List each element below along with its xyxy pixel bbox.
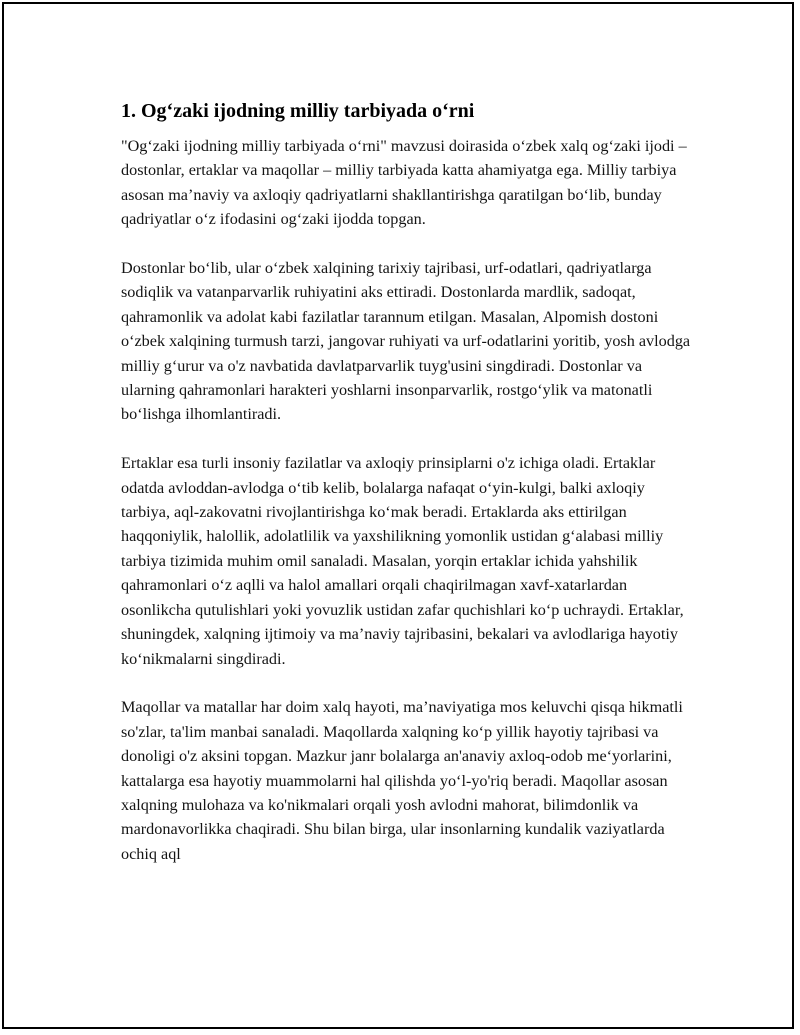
paragraph-ertaklar: Ertaklar esa turli insoniy fazilatlar va axloqiy prinsiplarni o'z ichiga oladi. Ertaklar odatda avloddan-avlodga o‘tib kelib, bolalarga nafaqat o‘yin-kulgi, balki axloqiy tarbiya, aql-zakovatni rivojlantirishga ko‘mak beradi. Ertaklarda aks ettirilgan haqqoniylik, halollik, adolatlilik va yaxshilikning yomonlik ustidan g‘alabasi milliy tarbiya tizimida muhim omil sanaladi. Masalan, yorqin ertaklar ichida yahshilik qahramonlari o‘z aqlli va halol amallari orqali chaqirilmagan xavf-xatarlardan osonlikcha qutulishlari yoki yovuzlik ustidan zafar quchishlari ko‘p uchraydi. Ertaklar, shuningdek, xalqning ijtimoiy va ma’naviy tajribasini, bekalari va avlodlariga hayotiy ko‘nikmalarni singdiradi. [121, 454, 684, 668]
paragraph-maqollar: Maqollar va matallar har doim xalq hayoti, ma’naviyatiga mos keluvchi qisqa hikmatli so'zlar, ta'lim manbai sanaladi. Maqollarda xalqning ko‘p yillik hayotiy tajribasi va donoligi o'z aksini topgan. Mazkur janr bolalarga an'anaviy axloq-odob me‘yorlarini, kattalarga esa hayotiy muammolarni hal qilishda yo‘l-yo'riq beradi. Maqollar asosan xalqning mulohaza va ko'nikmalari orqali yosh avlodni mahorat, bilimdonlik va mardonavorlikka chaqiradi. Shu bilan birga, ular insonlarning kundalik vaziyatlarda ochiq aql [121, 698, 683, 863]
page-frame [2, 2, 794, 1029]
paragraph-intro: "Og‘zaki ijodning milliy tarbiyada o‘rni" mavzusi doirasida o‘zbek xalq og‘zaki ijodi – dostonlar, ertaklar va maqollar – milliy tarbiyada katta ahamiyatga ega. Milliy tarbiya asosan ma’naviy va axloqiy qadriyatlarni shakllantirishga qaratilgan bo‘lib, bunday qadriyatlar o‘z ifodasini og‘zaki ijodda topgan. [121, 137, 687, 229]
paragraph-dostonlar: Dostonlar bo‘lib, ular o‘zbek xalqining tarixiy tajribasi, urf-odatlari, qadriyatlarga sodiqlik va vatanparvarlik ruhiyatini aks ettiradi. Dostonlarda mardlik, sadoqat, qahramonlik va adolat kabi fazilatlar tarannum etilgan. Masalan, Alpomish dostoni o‘zbek xalqining turmush tarzi, jangovar ruhiyati va urf-odatlarini yoritib, yosh avlodga milliy g‘urur va o'z navbatida davlatparvarlik tuyg'usini singdiradi. Dostonlar va ularning qahramonlari harakteri yoshlarni insonparvarlik, rostgo‘ylik va matonatli bo‘lishga ilhomlantiradi. [121, 259, 691, 424]
section-heading: 1. Og‘zaki ijodning milliy tarbiyada o‘rni [121, 100, 475, 122]
document-body [121, 98, 691, 891]
